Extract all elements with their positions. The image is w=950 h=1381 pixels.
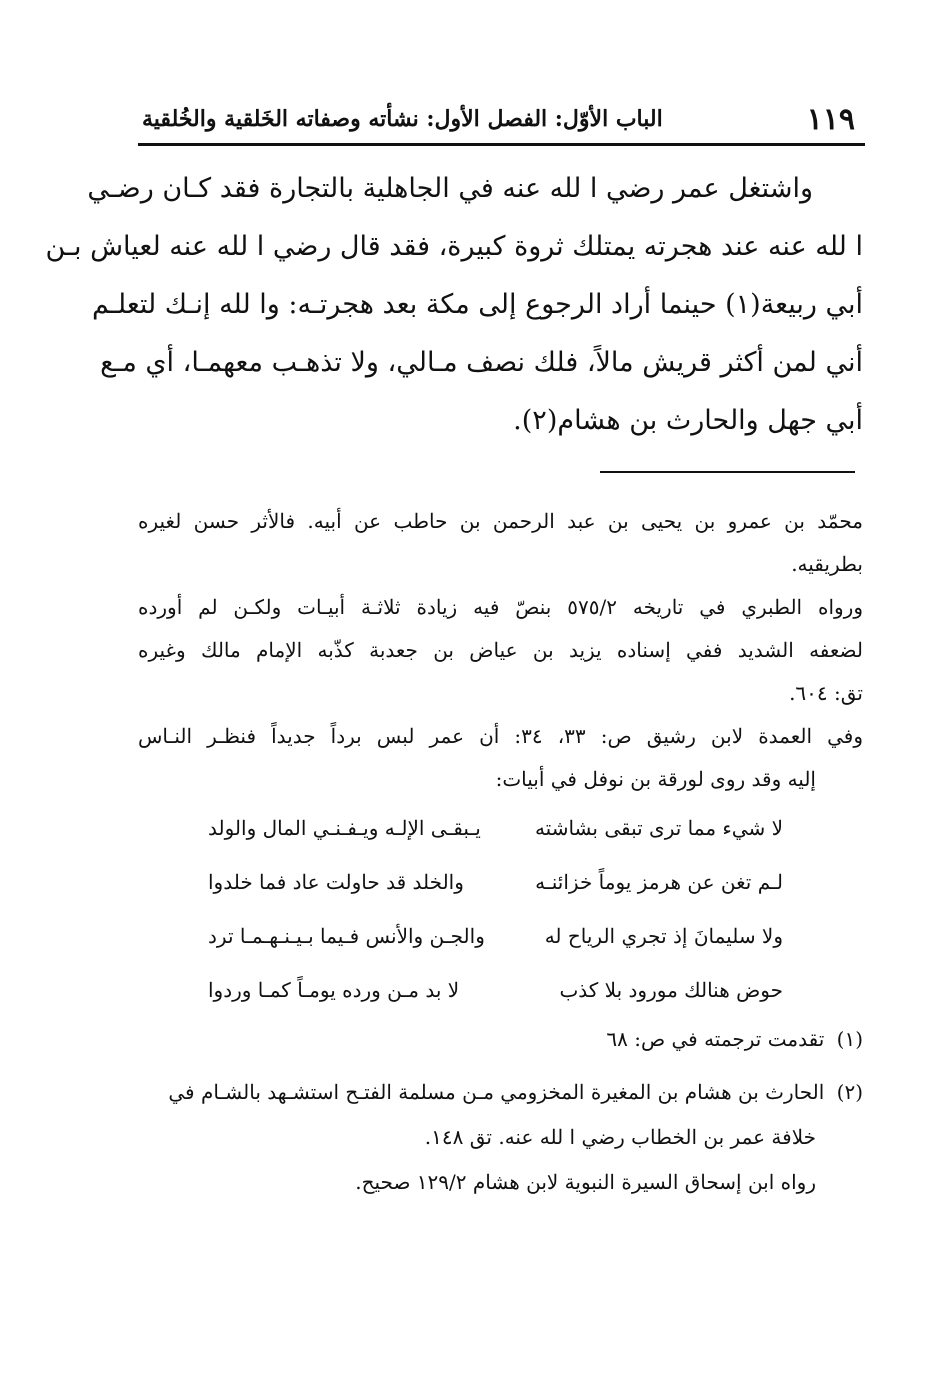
verse [208,801,783,855]
footnote-line: رواه ابن إسحاق السيرة النبوية لابن هشام ١٢٩/٢ صحيح. [355,1170,816,1194]
verse-first-hemistich: ولا سليمانَ إذ تجري الرياح له [544,924,783,948]
footnote-line: بطريقيه. [791,552,863,576]
main-line: أني لمن أكثر قريش مالاً، فلك نصف مـالي، ولا تذهـب معهمـا، أي مـع [100,347,863,378]
running-title: الباب الأوّل: الفصل الأول: نشأته وصفاته الخَلقية والخُلقية [142,106,663,132]
verse-first-hemistich: حوض هنالك مورود بلا كذب [559,978,783,1002]
page-number: ١١٩ [806,102,855,137]
main-line: واشتغل عمر رضي ا لله عنه في الجاهلية بالتجارة فقد كـان رضـي [87,173,813,204]
verse-second-hemistich: يـبقـى الإلـه ويـفـنـي المال والولد [208,816,481,840]
verse-first-hemistich: لـم تغن عن هرمز يوماً خزائنـه [535,870,783,894]
verse [208,855,783,909]
footnote-line: ورواه الطبري في تاريخه ٥٧٥/٢ بنصّ فيه زيادة ثلاثـة أبيـات ولكـن لم أورده [138,595,863,619]
footnote-line: خلافة عمر بن الخطاب رضي ا لله عنه. تق ١٤٨. [424,1125,816,1149]
footnotes-area [138,500,863,1205]
verse-second-hemistich: والجـن والأنس فـيما بـيـنـهـمـا ترد [208,924,485,948]
main-line: أبي ربيعة(١) حينما أراد الرجوع إلى مكة بعد هجرتـه: وا لله إنـك لتعلـم [92,289,863,320]
footnote-line: لضعفه الشديد ففي إسناده يزيد بن عياض بن جعدبة كذّبه الإمام مالك وغيره [138,638,863,662]
footnote-number: (١) [836,1027,863,1051]
header-rule [138,143,865,146]
footnote-separator [600,471,855,473]
footnote-1 [138,1017,863,1062]
footnote-number: (٢) [836,1080,863,1104]
verse-second-hemistich: والخلد قد حاولت عاد فما خلدوا [208,870,464,894]
footnote-2 [138,1070,863,1115]
verse-second-hemistich: لا بد مـن ورده يومـاً كمـا وردوا [208,978,460,1002]
verse [208,909,783,963]
footnote-line: محمّد بن عمرو بن يحيى بن عبد الرحمن بن حاطب عن أبيه. فالأثر حسن لغيره [138,509,863,533]
footnote-line: إليه وقد روى لورقة بن نوفل في أبيات: [495,767,816,791]
verse [208,963,783,1017]
main-paragraph [45,160,863,450]
footnote-line: تق: ٦٠٤. [789,681,863,705]
footnote-text: تقدمت ترجمته في ص: ٦٨ [606,1027,825,1051]
main-line: ا لله عنه عند هجرته يمتلك ثروة كبيرة، فقد قال رضي ا لله عنه لعياش بـن [45,231,863,262]
page-header [138,100,863,140]
poem-verses [138,801,863,1017]
main-line: أبي جهل والحارث بن هشام(٢). [513,405,863,436]
footnote-text: الحارث بن هشام بن المغيرة المخزومي مـن مسلمة الفتـح استشـهد بالشـام في [168,1080,825,1104]
footnote-line: وفي العمدة لابن رشيق ص: ٣٣، ٣٤: أن عمر لبس برداً جديداً فنظـر النـاس [138,724,863,748]
verse-first-hemistich: لا شيء مما ترى تبقى بشاشته [534,816,783,840]
